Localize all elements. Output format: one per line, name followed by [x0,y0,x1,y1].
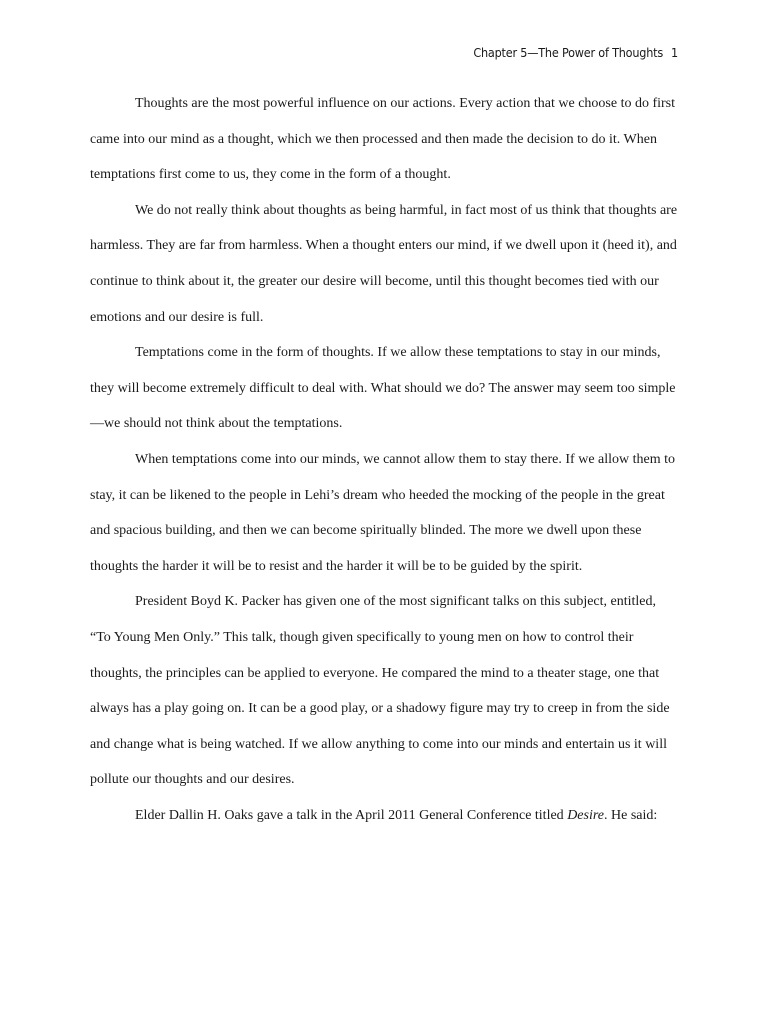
talk-title: Desire [567,807,604,823]
paragraph-6-lead: Elder Dallin H. Oaks gave a talk in the April 2011 General Conference titled [135,807,568,823]
paragraph-4: When temptations come into our minds, we cannot allow them to stay there. If we allow them to stay, it can be likened to the people in Lehi’s dream who heeded the mocking of the people in the great and spacious building, and then we can become spiritually blinded. The more we dwell upon these thoughts the harder it will be to resist and the harder it will be to be guided by the spirit. [90,451,676,574]
paragraph-6-tail: . He said: [604,807,658,823]
running-header [473,45,678,60]
body-text [90,86,678,833]
page-number: 1 [671,45,678,60]
paragraph-2: We do not really think about thoughts as being harmful, in fact most of us think that thoughts are harmless. They are far from harmless. When a thought enters our mind, if we dwell upon it (heed it), and continue to think about it, the greater our desire will become, until this thought becomes tied with our emotions and our desire is full. [90,202,678,325]
chapter-title: Chapter 5—The Power of Thoughts [473,45,664,60]
paragraph-1: Thoughts are the most powerful influence on our actions. Every action that we choose to do first came into our mind as a thought, which we then processed and then made the decision to do it. When temptations first come to us, they come in the form of a thought. [90,96,676,183]
paragraph-6 [90,798,678,834]
paragraph-3: Temptations come in the form of thoughts. If we allow these temptations to stay in our minds, they will become extremely difficult to deal with. What should we do? The answer may seem too simple—we should not think about the temptations. [90,345,676,432]
paragraph-5: President Boyd K. Packer has given one of the most significant talks on this subject, entitled, “To Young Men Only.” This talk, though given specifically to young men on how to control their thoughts, the principles can be applied to everyone. He compared the mind to a theater stage, one that always has a play going on. It can be a good play, or a shadowy figure may try to creep in from the side and change what is being watched. If we allow anything to come into our minds and entertain us it will pollute our thoughts and our desires. [90,594,670,788]
